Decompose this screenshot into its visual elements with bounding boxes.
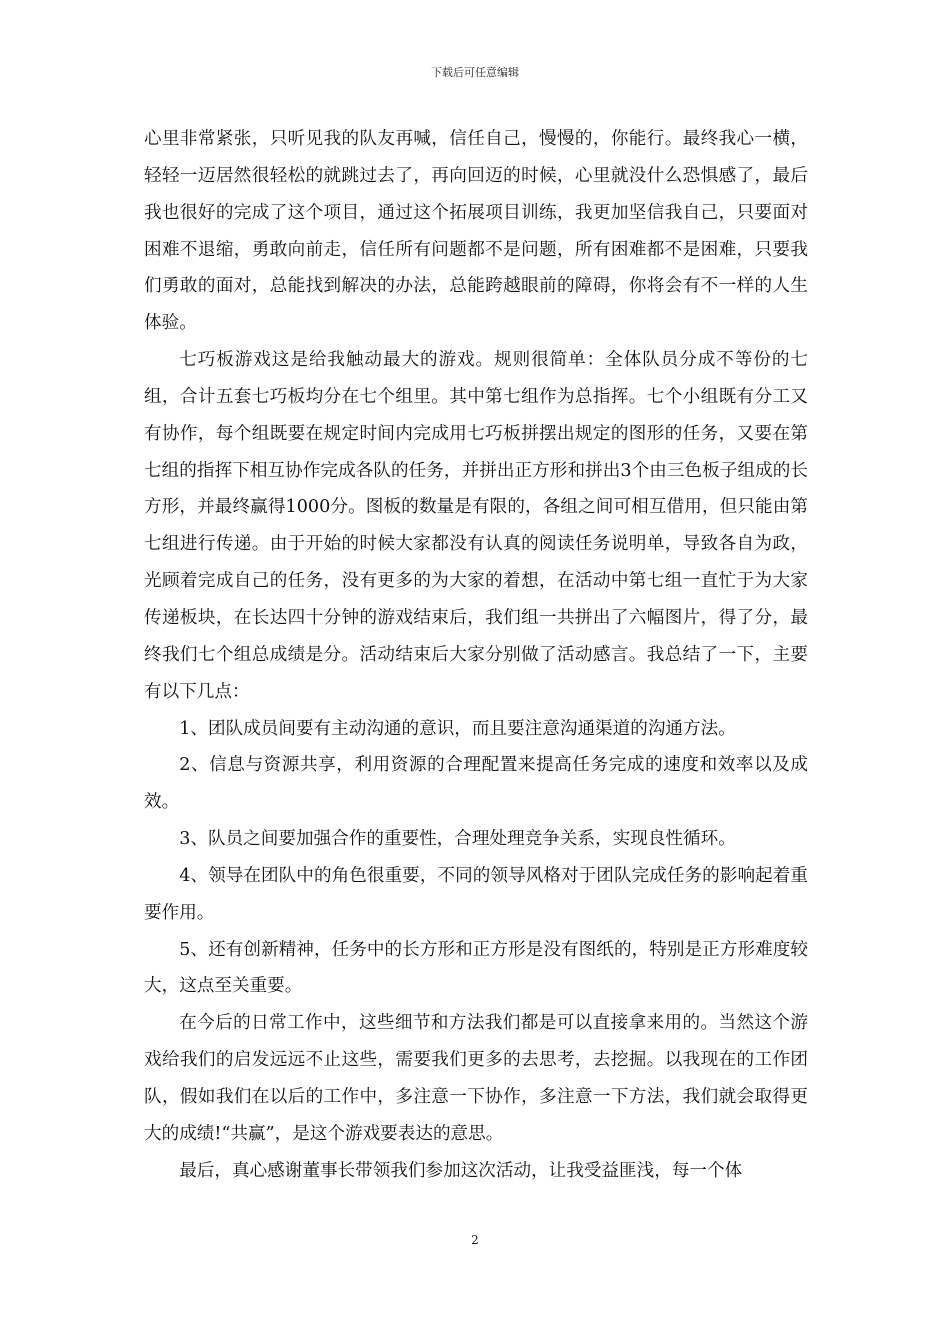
list-item-point-2: 2、信息与资源共享，利用资源的合理配置来提高任务完成的速度和效率以及成效。: [144, 755, 808, 813]
page-number: 2: [471, 1233, 479, 1247]
paragraph-continuation: 心里非常紧张，只听见我的队友再喊，信任自己，慢慢的，你能行。最终我心一横，轻轻一迈居然很轻松的就跳过去了，再向回迈的时候，心里就没什么恐惧感了，最后我也很好的完成了这个项目，通过这个拓展项目训练，我更加坚信我自己，只要面对困难不退缩，勇敢向前走，信任所有问题都不是问题，所有困难都不是困难，只要我们勇敢的面对，总能找到解决的办法，总能跨越眼前的障碍，你将会有不一样的人生体验。: [144, 129, 808, 334]
paragraph-closing: 最后，真心感谢董事长带领我们参加这次活动，让我受益匪浅，每一个体: [179, 1160, 743, 1181]
list-item-point-5: 5、还有创新精神，任务中的长方形和正方形是没有图纸的，特别是正方形难度较大，这点至关重要。: [144, 939, 808, 997]
list-item-point-4: 4、领导在团队中的角色很重要，不同的领导风格对于团队完成任务的影响起着重要作用。: [144, 865, 808, 923]
list-item-point-1: 1、团队成员间要有主动沟通的意识，而且要注意沟通渠道的沟通方法。: [179, 718, 736, 739]
document-body: [144, 121, 808, 1190]
page-header: 下载后可任意编辑: [431, 66, 519, 79]
paragraph-reflection: 在今后的日常工作中，这些细节和方法我们都是可以直接拿来用的。当然这个游戏给我们的启发远远不止这些，需要我们更多的去思考，去挖掘。以我现在的工作团队，假如我们在以后的工作中，多注意一下协作，多注意一下方法，我们就会取得更大的成绩!“共赢”，是这个游戏要表达的意思。: [144, 1013, 808, 1144]
paragraph-tangram-game: 七巧板游戏这是给我触动最大的游戏。规则很简单：全体队员分成不等份的七组，合计五套七巧板均分在七个组里。其中第七组作为总指挥。七个小组既有分工又有协作，每个组既要在规定时间内完成用七巧板拼摆出规定的图形的任务，又要在第七组的指挥下相互协作完成各队的任务，并拼出正方形和拼出3个由三色板子组成的长方形，并最终赢得1000分。图板的数量是有限的，各组之间可相互借用，但只能由第七组进行传递。由于开始的时候大家都没有认真的阅读任务说明单，导致各自为政，光顾着完成自己的任务，没有更多的为大家的着想，在活动中第七组一直忙于为大家传递板块，在长达四十分钟的游戏结束后，我们组一共拼出了六幅图片，得了分，最终我们七个组总成绩是分。活动结束后大家分别做了活动感言。我总结了一下，主要有以下几点：: [144, 350, 808, 702]
list-item-point-3: 3、队员之间要加强合作的重要性，合理处理竞争关系，实现良性循环。: [179, 829, 736, 850]
